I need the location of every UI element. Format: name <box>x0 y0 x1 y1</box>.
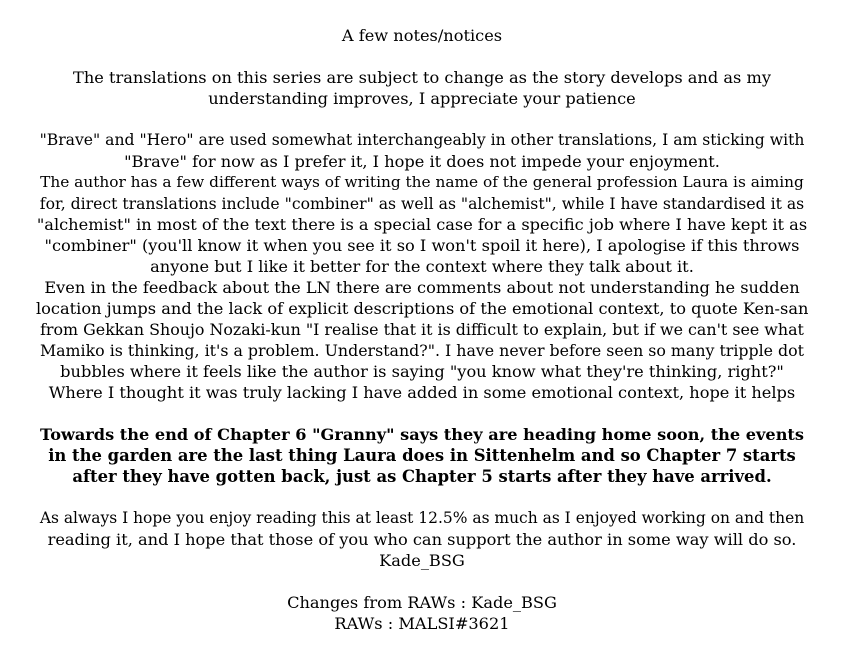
text-line: for, direct translations include "combiner" as well as "alchemist", while I have standardised it as <box>39 194 805 213</box>
text-line: The author has a few different ways of writing the name of the general profession Laura is aiming <box>40 173 804 191</box>
spacer <box>36 487 808 508</box>
text-line: Even in the feedback about the LN there are comments about not understanding he sudden <box>44 278 800 297</box>
text-line: reading it, and I hope that those of you who can support the author in some way will do so. <box>47 530 797 549</box>
text-line: Mamiko is thinking, it's a problem. Understand?". I have never before seen so many tripple dot <box>39 341 805 360</box>
text-line: "combiner" (you'll know it when you see it so I won't spoil it here), I apologise if this throws <box>44 236 800 255</box>
text-line: location jumps and the lack of explicit descriptions of the emotional context, to quote Ken-san <box>36 299 809 318</box>
text-line: Towards the end of Chapter 6 "Granny" says they are heading home soon, the events <box>40 425 804 444</box>
paragraph-translation-change <box>36 67 808 109</box>
text-line: bubbles where it feels like the author is saying "you know what they're thinking, right?" <box>60 362 784 381</box>
paragraph-credits <box>36 592 808 634</box>
text-line: "Brave" for now as I prefer it, I hope it does not impede your enjoyment. <box>124 152 720 171</box>
text-line: "Brave" and "Hero" are used somewhat interchangeably in other translations, I am sticking with <box>39 131 805 149</box>
text-line: The translations on this series are subject to change as the story develops and as my <box>73 68 771 87</box>
spacer <box>36 403 808 424</box>
text-line: Where I thought it was truly lacking I have added in some emotional context, hope it helps <box>48 383 796 402</box>
paragraph-closing <box>36 508 808 571</box>
spacer <box>36 46 808 67</box>
page-title: A few notes/notices <box>341 26 503 45</box>
text-line: understanding improves, I appreciate your patience <box>208 89 636 108</box>
spacer <box>36 109 808 130</box>
text-line: after they have gotten back, just as Chapter 5 starts after they have arrived. <box>72 467 772 486</box>
text-line: "alchemist" in most of the text there is a special case for a specific job where I have kept it as <box>36 215 808 234</box>
text-line: As always I hope you enjoy reading this at least 12.5% as much as I enjoyed working on and then <box>39 509 805 527</box>
spacer <box>36 571 808 592</box>
signature: Kade_BSG <box>379 551 465 570</box>
text-line: in the garden are the last thing Laura does in Sittenhelm and so Chapter 7 starts <box>48 446 796 465</box>
text-line: anyone but I like it better for the context where they talk about it. <box>150 257 694 276</box>
text-line: from Gekkan Shoujo Nozaki-kun "I realise that it is difficult to explain, but if we can't see what <box>40 320 804 339</box>
credit-line: RAWs : MALSI#3621 <box>334 614 510 633</box>
paragraph-chapter-note <box>36 424 808 487</box>
paragraph-terminology <box>36 130 808 403</box>
credit-line: Changes from RAWs : Kade_BSG <box>287 593 557 612</box>
